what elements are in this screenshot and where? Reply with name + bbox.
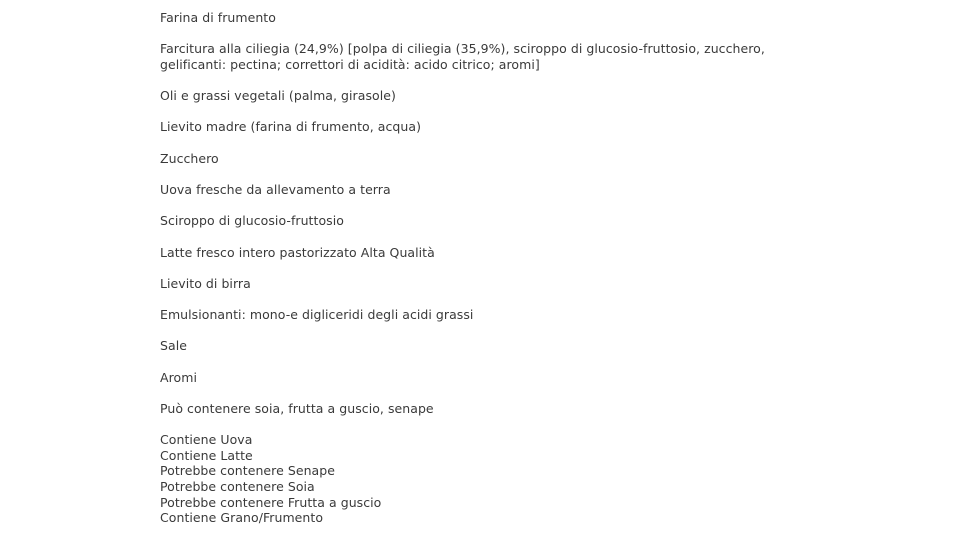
allergen-item: Potrebbe contenere Soia xyxy=(160,479,315,495)
ingredient-item: Lievito di birra xyxy=(160,275,251,291)
allergen-item: Potrebbe contenere Frutta a guscio xyxy=(160,494,382,510)
ingredient-item: Sciroppo di glucosio-fruttosio xyxy=(160,213,344,229)
allergen-item: Contiene Grano/Frumento xyxy=(160,510,324,526)
allergen-item: Potrebbe contenere Senape xyxy=(160,463,335,479)
allergen-item: Contiene Uova xyxy=(160,432,253,448)
ingredient-item: Sale xyxy=(160,338,187,354)
allergen-list xyxy=(160,432,820,526)
ingredient-item: Latte fresco intero pastorizzato Alta Qualità xyxy=(160,244,435,260)
ingredient-item: Aromi xyxy=(160,369,197,385)
ingredient-item: Lievito madre (farina di frumento, acqua) xyxy=(160,119,422,135)
ingredient-item: Oli e grassi vegetali (palma, girasole) xyxy=(160,88,396,104)
ingredients-document xyxy=(160,10,820,526)
ingredient-item: Farina di frumento xyxy=(160,10,276,25)
allergen-item: Contiene Latte xyxy=(160,447,253,463)
may-contain-note: Può contenere soia, frutta a guscio, senape xyxy=(160,400,434,416)
ingredient-item: Farcitura alla ciliegia (24,9%) [polpa di ciliegia (35,9%), sciroppo di glucosio-fruttosio, zucchero, gelificanti: pectina; correttori di acidità: acido citrico; aromi] xyxy=(160,41,765,72)
ingredient-item: Emulsionanti: mono-e digliceridi degli acidi grassi xyxy=(160,307,474,323)
ingredient-item: Uova fresche da allevamento a terra xyxy=(160,182,391,197)
ingredient-item: Zucchero xyxy=(160,150,219,166)
